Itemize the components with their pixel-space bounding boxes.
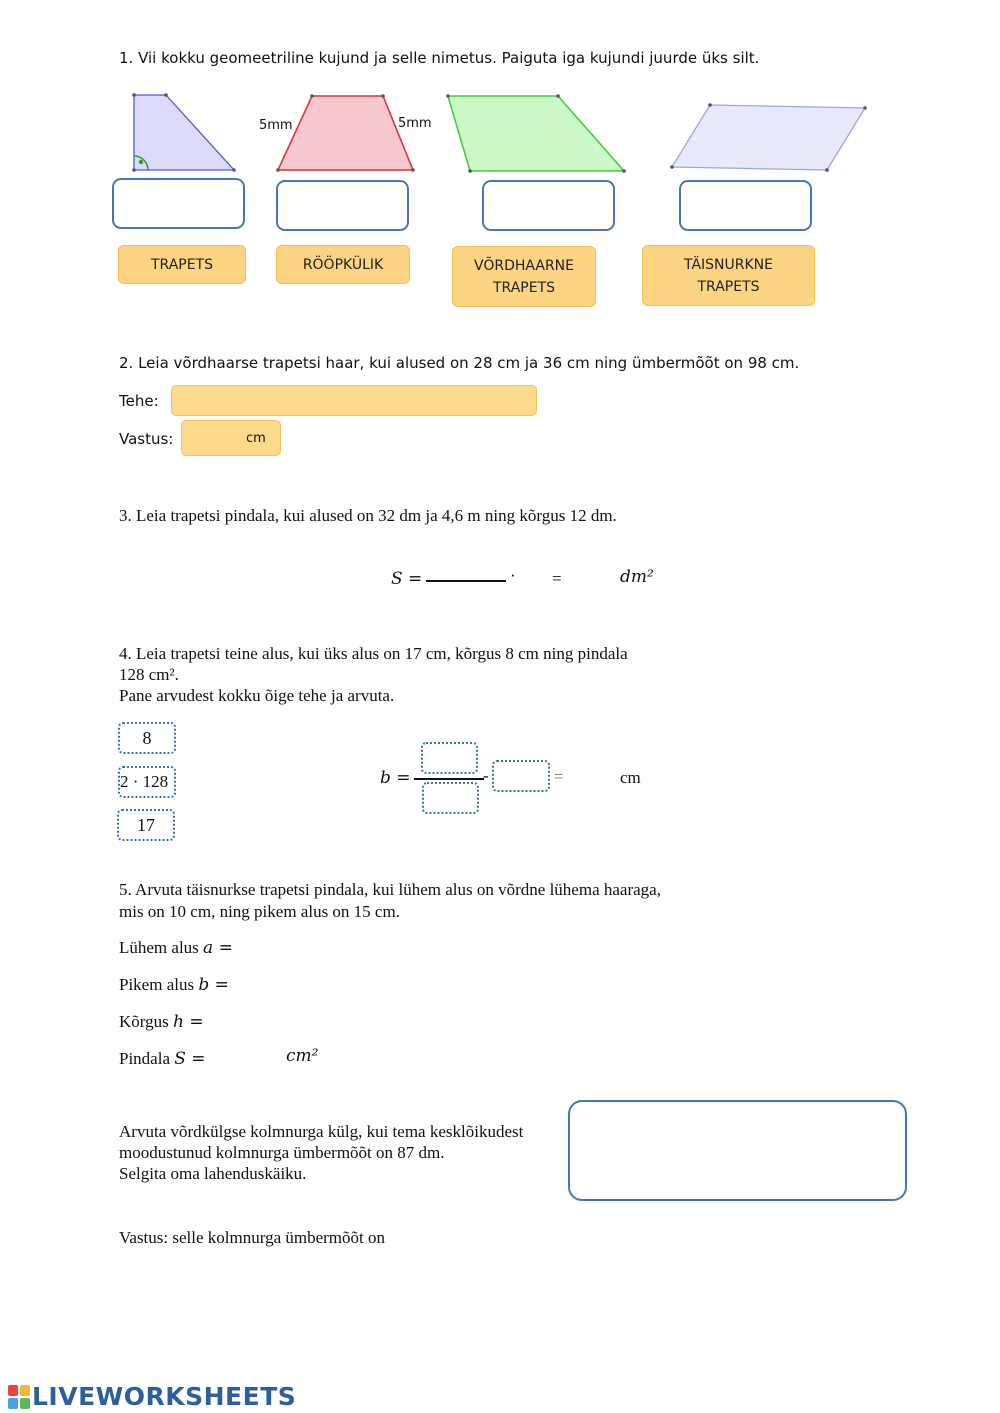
tehe-input[interactable] bbox=[171, 385, 537, 416]
q5-s-math: S = bbox=[174, 1049, 206, 1069]
q4-equals: = bbox=[554, 767, 564, 786]
q4-minus: - bbox=[483, 766, 489, 785]
q3-unit: dm² bbox=[620, 567, 654, 587]
q4-line3: Pane arvudest kokku õige tehe ja arvuta. bbox=[119, 686, 395, 705]
q5-line1: 5. Arvuta täisnurkse trapetsi pindala, kui lühem alus on võrdne lühema haaraga, bbox=[119, 880, 661, 899]
token-2-times-128[interactable]: 2 · 128 bbox=[118, 766, 176, 798]
label-chip-vordhaarne-trapets[interactable]: VÕRDHAARNE TRAPETS bbox=[452, 246, 596, 307]
q6-line2: moodustunud kolmnurga ümbermõõt on 87 dm. bbox=[119, 1143, 445, 1162]
q3-fraction-bar bbox=[426, 580, 506, 582]
q5-a-label: Lühem alus bbox=[119, 938, 199, 957]
drop-target-1[interactable] bbox=[112, 178, 245, 229]
q2-instruction: 2. Leia võrdhaarse trapetsi haar, kui alused on 28 cm ja 36 cm ning ümbermõõt on 98 cm. bbox=[119, 354, 800, 372]
q5-h-math: h = bbox=[173, 1012, 204, 1032]
token-8[interactable]: 8 bbox=[118, 722, 176, 754]
drop-target-3[interactable] bbox=[482, 180, 615, 231]
q5-b-math: b = bbox=[198, 975, 229, 995]
q5-unit: cm² bbox=[286, 1046, 319, 1066]
label-chip-roopkulik[interactable]: RÖÖPKÜLIK bbox=[276, 245, 410, 284]
vastus-input[interactable] bbox=[181, 420, 281, 456]
q5-a-math: a = bbox=[203, 938, 233, 958]
vastus-label: Vastus: bbox=[119, 430, 174, 448]
q3-multiply-dot: · bbox=[510, 566, 516, 585]
q5-s-label: Pindala bbox=[119, 1049, 170, 1068]
liveworksheets-logo-text: LIVEWORKSHEETS bbox=[32, 1382, 297, 1411]
q6-line3: Selgita oma lahenduskäiku. bbox=[119, 1164, 307, 1183]
q5-line2: mis on 10 cm, ning pikem alus on 15 cm. bbox=[119, 902, 400, 921]
vastus-unit: cm bbox=[246, 431, 266, 446]
denominator-slot[interactable] bbox=[422, 782, 479, 814]
q4-line1: 4. Leia trapetsi teine alus, kui üks alus on 17 cm, kõrgus 8 cm ning pindala bbox=[119, 644, 628, 663]
q4-b-lhs: b = bbox=[380, 768, 411, 788]
token-17[interactable]: 17 bbox=[117, 809, 175, 841]
q5-b-label: Pikem alus bbox=[119, 975, 195, 994]
q5-a-row bbox=[119, 937, 233, 959]
numerator-slot[interactable] bbox=[421, 742, 478, 774]
tehe-label: Tehe: bbox=[119, 392, 159, 410]
subtrahend-slot[interactable] bbox=[492, 760, 550, 792]
q3-instruction: 3. Leia trapetsi pindala, kui alused on 32 dm ja 4,6 m ning kõrgus 12 dm. bbox=[119, 506, 617, 525]
q4-unit: cm bbox=[620, 768, 641, 787]
side-length-label-right: 5mm bbox=[398, 116, 432, 131]
right-trapezoid-shape bbox=[132, 93, 236, 172]
q6-line1: Arvuta võrdkülgse kolmnurga külg, kui tema kesklõikudest bbox=[119, 1122, 524, 1141]
liveworksheets-logo bbox=[8, 1382, 296, 1411]
q3-equals: = bbox=[552, 569, 562, 588]
drop-target-4[interactable] bbox=[679, 180, 812, 231]
q5-s-row bbox=[119, 1048, 206, 1070]
q1-instruction: 1. Vii kokku geomeetriline kujund ja selle nimetus. Paiguta iga kujundi juurde üks silt. bbox=[119, 49, 760, 67]
label-chip-taisnurkne-trapets[interactable]: TÄISNURKNE TRAPETS bbox=[642, 245, 815, 306]
q4-fraction-bar bbox=[414, 778, 484, 780]
drop-target-2[interactable] bbox=[276, 180, 409, 231]
q5-h-label: Kõrgus bbox=[119, 1012, 169, 1031]
side-length-label-left: 5mm bbox=[259, 118, 293, 133]
q5-h-row bbox=[119, 1011, 204, 1033]
q3-area-lhs: S = bbox=[391, 569, 423, 589]
label-chip-trapets[interactable]: TRAPETS bbox=[118, 245, 246, 284]
q5-b-row bbox=[119, 974, 229, 996]
q6-answer-box[interactable] bbox=[568, 1100, 907, 1201]
q6-answer-line: Vastus: selle kolmnurga ümbermõõt on bbox=[119, 1228, 385, 1247]
q4-line2: 128 cm². bbox=[119, 665, 179, 684]
isosceles-trapezoid-shape bbox=[276, 94, 415, 172]
liveworksheets-logo-icon bbox=[8, 1385, 30, 1409]
green-parallelogram-shape bbox=[446, 94, 626, 173]
lavender-parallelogram-shape bbox=[670, 103, 867, 172]
